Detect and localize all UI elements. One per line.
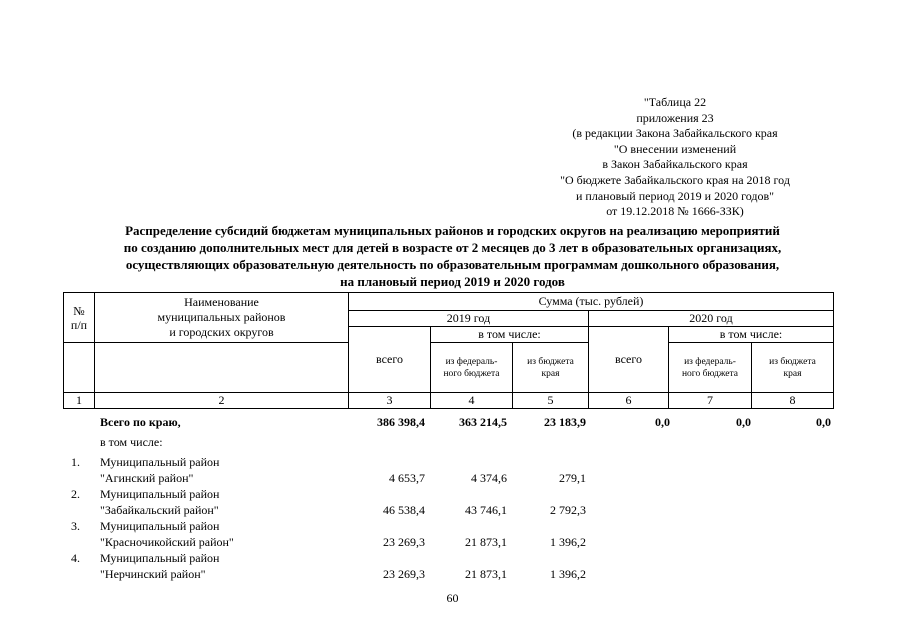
header-regional-2019: из бюджета края [513, 343, 589, 393]
document-title [60, 222, 845, 290]
title-line: по созданию дополнительных мест для детей в возрасте от 2 месяцев до 3 лет в образовательных организациях, [123, 240, 782, 255]
table-row [63, 502, 833, 518]
appendix-line: "О бюджете Забайкальского края на 2018 год [560, 172, 790, 187]
row-label: в том числе: [100, 435, 163, 449]
column-number: 1 [64, 393, 95, 409]
row-label: "Агинский район" [100, 471, 194, 485]
header-including-2020: в том числе: [669, 327, 834, 343]
cell-value: 23 269,3 [383, 567, 425, 581]
cell-value: 23 183,9 [544, 415, 586, 429]
table-row [63, 518, 833, 534]
row-number: 2. [71, 487, 80, 501]
cell-value: 279,1 [559, 471, 586, 485]
appendix-line: "Таблица 22 [643, 95, 707, 109]
page-number: 60 [446, 591, 459, 605]
table-row [63, 534, 833, 550]
cell-value: 0,0 [736, 415, 751, 429]
header-spacer [64, 343, 95, 393]
header-spacer [95, 343, 349, 393]
row-label: Всего по краю, [100, 415, 181, 429]
column-number: 3 [349, 393, 431, 409]
appendix-note [540, 95, 810, 220]
header-federal-2019: из федераль- ного бюджета [431, 343, 513, 393]
table-row-including [63, 434, 833, 450]
cell-value: 2 792,3 [550, 503, 586, 517]
header-total-2019: всего [349, 327, 431, 393]
row-number: 4. [71, 551, 80, 565]
cell-value: 43 746,1 [465, 503, 507, 517]
header-regional-2020: из бюджета края [752, 343, 834, 393]
header-name: Наименование муниципальных районов и городских округов [95, 293, 349, 343]
table-row [63, 550, 833, 566]
title-line: Распределение субсидий бюджетам муниципальных районов и городских округов на реализацию мероприятий [125, 223, 780, 238]
row-label: "Забайкальский район" [100, 503, 219, 517]
subsidy-table-header [63, 292, 834, 409]
header-year-2019: 2019 год [349, 311, 589, 327]
cell-value: 0,0 [816, 415, 831, 429]
row-label: Муниципальный район [100, 487, 220, 501]
title-line: на плановый период 2019 и 2020 годов [340, 274, 565, 289]
title-line: осуществляющих образовательную деятельность по образовательным программам дошкольного образования, [125, 257, 780, 272]
cell-value: 4 374,6 [471, 471, 507, 485]
appendix-line: "О внесении изменений [613, 141, 737, 156]
column-number: 5 [513, 393, 589, 409]
appendix-line: и плановый период 2019 и 2020 годов" [575, 188, 775, 203]
header-number: № п/п [64, 293, 95, 343]
row-label: Муниципальный район [100, 551, 220, 565]
row-label: Муниципальный район [100, 455, 220, 469]
column-number: 7 [669, 393, 752, 409]
header-total-2020: всего [589, 327, 669, 393]
column-number: 2 [95, 393, 349, 409]
row-number: 3. [71, 519, 80, 533]
column-number: 8 [752, 393, 834, 409]
column-number: 6 [589, 393, 669, 409]
table-row [63, 486, 833, 502]
header-year-2020: 2020 год [589, 311, 834, 327]
row-label: Муниципальный район [100, 519, 220, 533]
appendix-line: (в редакции Закона Забайкальского края [572, 126, 778, 141]
cell-value: 386 398,4 [377, 415, 425, 429]
row-label: "Нерчинский район" [100, 567, 206, 581]
table-row [63, 566, 833, 582]
appendix-line: в Закон Забайкальского края [602, 157, 748, 172]
cell-value: 21 873,1 [465, 567, 507, 581]
table-row-total [63, 414, 833, 430]
cell-value: 4 653,7 [389, 471, 425, 485]
cell-value: 46 538,4 [383, 503, 425, 517]
row-label: "Красночикойский район" [100, 535, 234, 549]
column-number: 4 [431, 393, 513, 409]
cell-value: 23 269,3 [383, 535, 425, 549]
header-federal-2020: из федераль- ного бюджета [669, 343, 752, 393]
cell-value: 1 396,2 [550, 535, 586, 549]
table-row [63, 454, 833, 470]
row-number: 1. [71, 455, 80, 469]
cell-value: 0,0 [655, 415, 670, 429]
table-row [63, 470, 833, 486]
appendix-line: от 19.12.2018 № 1666-ЗЗК) [606, 204, 744, 219]
header-including-2019: в том числе: [431, 327, 589, 343]
appendix-line: приложения 23 [636, 110, 714, 125]
header-sum: Сумма (тыс. рублей) [349, 293, 834, 311]
cell-value: 363 214,5 [459, 415, 507, 429]
cell-value: 1 396,2 [550, 567, 586, 581]
cell-value: 21 873,1 [465, 535, 507, 549]
